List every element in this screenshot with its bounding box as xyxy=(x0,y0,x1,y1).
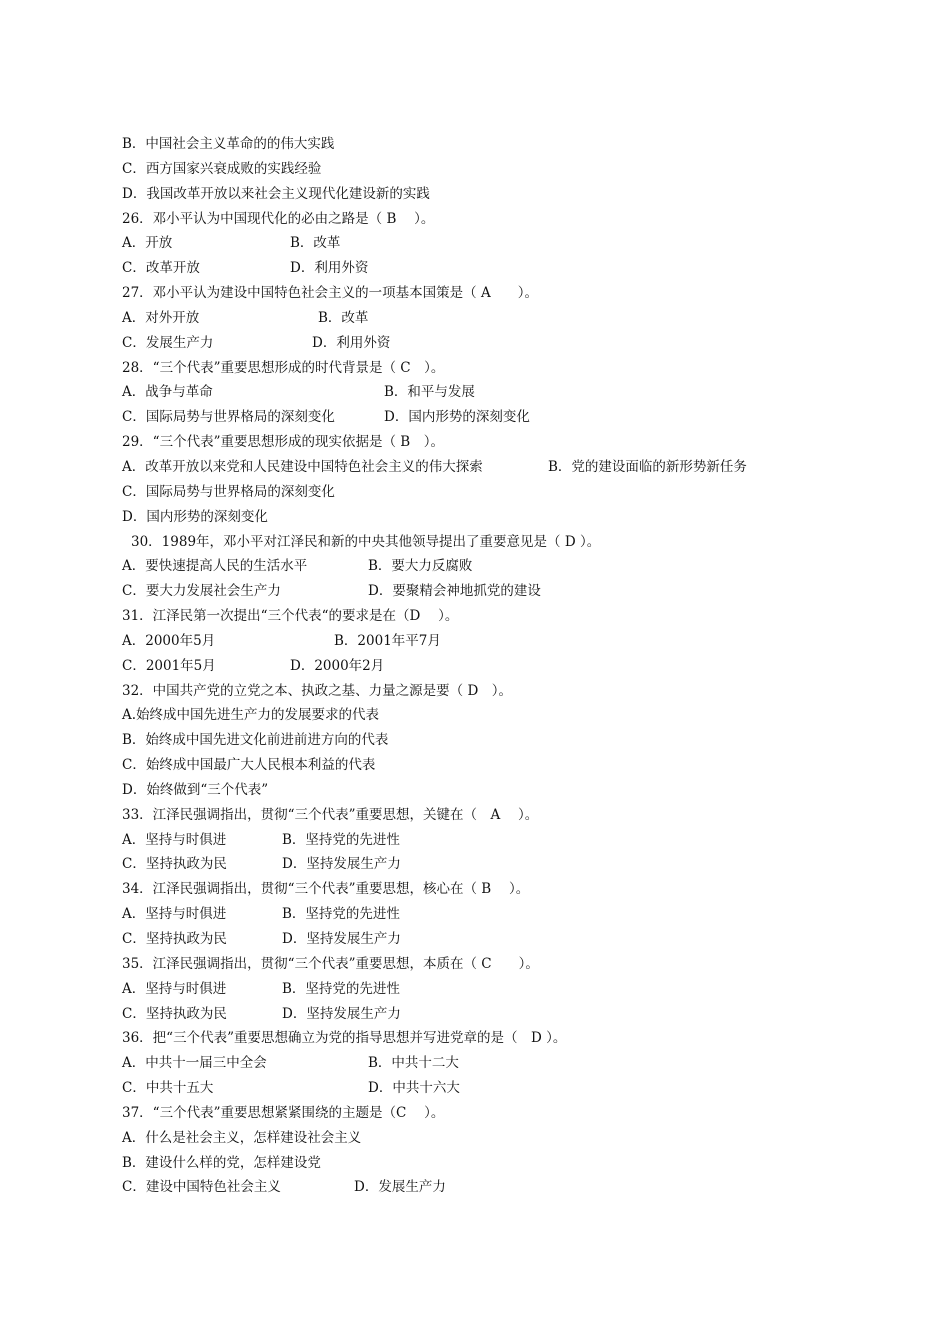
option-row xyxy=(122,977,902,1002)
option-a: A．坚持与时俱进 xyxy=(122,906,227,923)
question-text: 33．江泽民强调指出，贯彻“三个代表”重要思想，关键在（ A ）。 xyxy=(122,806,539,823)
option-c: C．要大力发展社会生产力 xyxy=(122,583,281,600)
option-c: C．坚持执政为民 xyxy=(122,856,227,873)
option-a: A．2000年5月 xyxy=(122,632,216,649)
option-a: A．坚持与时俱进 xyxy=(122,831,227,848)
option-d: D．坚持发展生产力 xyxy=(282,1005,401,1022)
question-text: 35．江泽民强调指出，贯彻“三个代表”重要思想，本质在（ C ）。 xyxy=(122,955,539,972)
option-d: D．利用外资 xyxy=(312,334,391,351)
option-a: A．战争与革命 xyxy=(122,384,213,401)
text-line xyxy=(122,182,902,207)
option-row xyxy=(122,852,902,877)
option-d: D．始终做到“三个代表” xyxy=(122,781,269,798)
question-26 xyxy=(122,207,902,232)
question-33 xyxy=(122,803,902,828)
text-line xyxy=(122,728,902,753)
option-row xyxy=(122,380,902,405)
question-29 xyxy=(122,430,902,455)
question-34 xyxy=(122,877,902,902)
option-row xyxy=(122,231,902,256)
option-row xyxy=(122,405,902,430)
option-c: C．国际局势与世界格局的深刻变化 xyxy=(122,409,335,426)
option-b: B．坚持党的先进性 xyxy=(282,906,400,923)
option-d: D．国内形势的深刻变化 xyxy=(122,508,268,525)
option-b: B．2001年平7月 xyxy=(334,632,441,649)
option-c: C．西方国家兴衰成败的实践经验 xyxy=(122,160,322,177)
question-text: 28．“三个代表”重要思想形成的时代背景是（ C ）。 xyxy=(122,359,445,376)
text-line xyxy=(122,778,902,803)
option-row xyxy=(122,927,902,952)
question-30 xyxy=(122,530,902,555)
question-text: 29．“三个代表”重要思想形成的现实依据是（ B ）。 xyxy=(122,434,444,451)
option-b: B．党的建设面临的新形势新任务 xyxy=(548,458,747,475)
option-d: D．发展生产力 xyxy=(354,1179,446,1196)
question-text: 30．1989年，邓小平对江泽民和新的中央其他领导提出了重要意见是（ D ）。 xyxy=(131,533,601,550)
text-line xyxy=(122,505,902,530)
option-a: A．什么是社会主义，怎样建设社会主义 xyxy=(122,1129,362,1146)
option-d: D．利用外资 xyxy=(290,260,369,277)
question-text: 27．邓小平认为建设中国特色社会主义的一项基本国策是（ A ）。 xyxy=(122,285,538,302)
option-c: C．国际局势与世界格局的深刻变化 xyxy=(122,483,335,500)
text-line xyxy=(122,1126,902,1151)
question-text: 31．江泽民第一次提出“三个代表“的要求是在（D ）。 xyxy=(122,608,459,625)
question-list xyxy=(122,132,902,1200)
option-d: D．坚持发展生产力 xyxy=(282,856,401,873)
option-row xyxy=(122,331,902,356)
question-31 xyxy=(122,604,902,629)
option-b: B．中国社会主义革命的的伟大实践 xyxy=(122,136,335,152)
option-d: D．坚持发展生产力 xyxy=(282,931,401,947)
option-b: B．改革 xyxy=(318,309,369,326)
question-35 xyxy=(122,952,902,977)
option-d: D．我国改革开放以来社会主义现代化建设新的实践 xyxy=(122,185,430,202)
option-b: B．建设什么样的党，怎样建设党 xyxy=(122,1154,321,1171)
text-line xyxy=(122,480,902,505)
option-row xyxy=(122,629,902,654)
question-36 xyxy=(122,1026,902,1051)
option-row xyxy=(122,256,902,281)
question-37 xyxy=(122,1101,902,1126)
option-row xyxy=(122,554,902,579)
question-text: 34．江泽民强调指出，贯彻“三个代表”重要思想，核心在（ B ）。 xyxy=(122,881,530,898)
option-row xyxy=(122,1002,902,1027)
question-text: 32．中国共产党的立党之本、执政之基、力量之源是要（ D ）。 xyxy=(122,682,513,699)
option-d: D．要聚精会神地抓党的建设 xyxy=(368,583,541,600)
option-d: D．国内形势的深刻变化 xyxy=(384,409,530,426)
option-b: B．改革 xyxy=(290,235,341,252)
question-28 xyxy=(122,356,902,381)
option-a: A．坚持与时俱进 xyxy=(122,980,227,997)
option-row xyxy=(122,579,902,604)
option-a: A．改革开放以来党和人民建设中国特色社会主义的伟大探索 xyxy=(122,458,483,475)
question-text: 26．邓小平认为中国现代化的必由之路是（ B ）。 xyxy=(122,210,435,227)
option-b: B．要大力反腐败 xyxy=(368,558,473,575)
text-line xyxy=(122,753,902,778)
option-c: C．始终成中国最广大人民根本利益的代表 xyxy=(122,757,376,774)
option-row xyxy=(122,306,902,331)
option-d: D．2000年2月 xyxy=(290,657,385,674)
option-row xyxy=(122,654,902,679)
text-line xyxy=(122,157,902,182)
option-row xyxy=(122,455,902,480)
option-c: C．发展生产力 xyxy=(122,334,214,351)
option-row xyxy=(122,828,902,853)
option-c: C．坚持执政为民 xyxy=(122,1005,227,1022)
option-b: B．中共十二大 xyxy=(368,1055,459,1072)
option-c: C．坚持执政为民 xyxy=(122,931,227,947)
option-a: A.始终成中国先进生产力的发展要求的代表 xyxy=(122,707,380,724)
option-b: B．和平与发展 xyxy=(384,384,475,401)
option-c: C．中共十五大 xyxy=(122,1080,214,1097)
option-row xyxy=(122,902,902,927)
option-b: B．坚持党的先进性 xyxy=(282,980,400,997)
option-row xyxy=(122,1175,902,1200)
option-c: C．改革开放 xyxy=(122,260,200,277)
option-b: B．坚持党的先进性 xyxy=(282,831,400,848)
option-c: C．建设中国特色社会主义 xyxy=(122,1179,281,1196)
text-line xyxy=(122,132,902,157)
option-a: A．要快速提高人民的生活水平 xyxy=(122,558,308,575)
question-27 xyxy=(122,281,902,306)
option-a: A．对外开放 xyxy=(122,309,200,326)
question-text: 37．“三个代表”重要思想紧紧围绕的主题是（C ）。 xyxy=(122,1104,445,1121)
question-32 xyxy=(122,679,902,704)
option-c: C．2001年5月 xyxy=(122,657,216,674)
option-a: A．中共十一届三中全会 xyxy=(122,1055,267,1072)
option-row xyxy=(122,1076,902,1101)
option-row xyxy=(122,1051,902,1076)
option-b: B．始终成中国先进文化前进前进方向的代表 xyxy=(122,732,389,749)
text-line xyxy=(122,703,902,728)
option-a: A．开放 xyxy=(122,235,173,252)
question-text: 36．把“三个代表”重要思想确立为党的指导思想并写进党章的是（ D ）。 xyxy=(122,1030,567,1047)
text-line xyxy=(122,1151,902,1176)
option-d: D．中共十六大 xyxy=(368,1080,460,1097)
